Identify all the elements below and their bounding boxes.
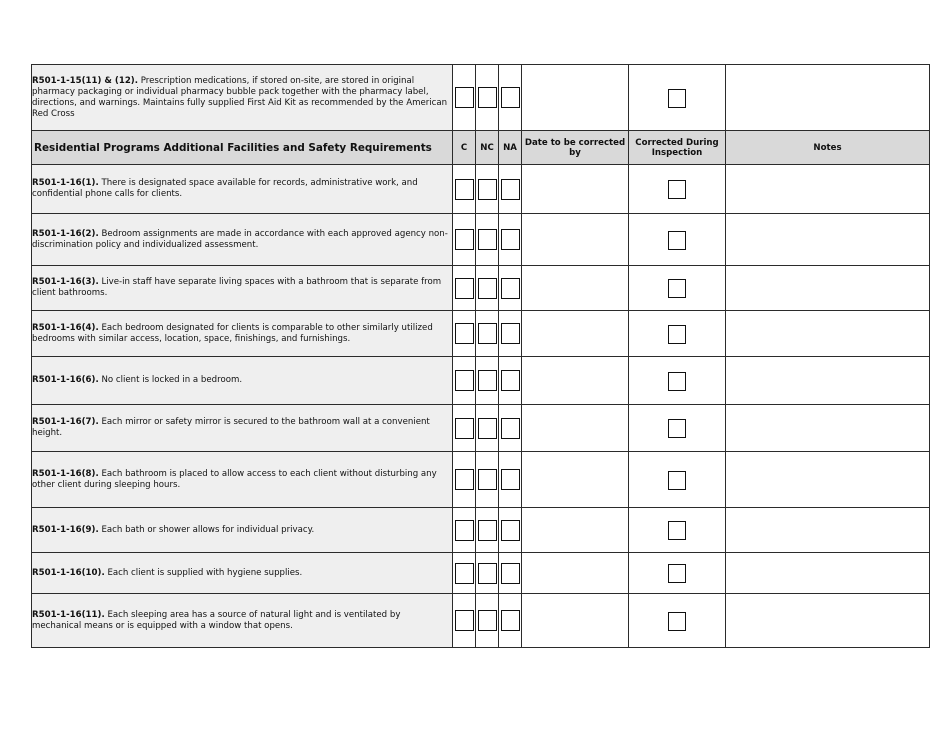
c-checkbox[interactable]	[455, 370, 474, 391]
notes-field[interactable]	[726, 508, 930, 553]
requirement-code: R501-1-16(4).	[32, 322, 99, 333]
notes-field[interactable]	[726, 357, 930, 405]
requirement-cell	[32, 311, 453, 357]
column-header-nc: NC	[476, 131, 499, 165]
requirement-cell	[32, 357, 453, 405]
requirement-text: No client is locked in a bedroom.	[101, 375, 243, 385]
column-header-na: NA	[499, 131, 522, 165]
requirement-code: R501-1-15(11) & (12).	[32, 75, 138, 86]
date-to-correct-field[interactable]	[522, 311, 629, 357]
requirement-text: Live-in staff have separate living spaces with a bathroom that is separate from client bathrooms.	[32, 277, 442, 298]
requirement-code: R501-1-16(11).	[32, 609, 105, 620]
requirement-code: R501-1-16(3).	[32, 277, 99, 287]
notes-field[interactable]	[726, 266, 930, 311]
nc-checkbox[interactable]	[478, 278, 497, 299]
requirement-code: R501-1-16(8).	[32, 468, 99, 479]
c-checkbox[interactable]	[455, 418, 474, 439]
corrected-during-inspection-checkbox[interactable]	[668, 325, 686, 344]
corrected-during-inspection-checkbox[interactable]	[668, 521, 686, 540]
c-checkbox[interactable]	[455, 610, 474, 631]
na-checkbox[interactable]	[501, 418, 520, 439]
table-row	[32, 508, 930, 553]
na-checkbox[interactable]	[501, 87, 520, 108]
c-checkbox[interactable]	[455, 469, 474, 490]
na-checkbox[interactable]	[501, 563, 520, 584]
notes-field[interactable]	[726, 165, 930, 214]
corrected-during-inspection-checkbox[interactable]	[668, 231, 686, 250]
requirement-text: There is designated space available for records, administrative work, and confidential phone calls for clients.	[32, 178, 418, 199]
requirement-text: Prescription medications, if stored on-site, are stored in original pharmacy packaging or individual pharmacy bubble pack together with the pharmacy label, directions, and warnings. Maintains fully supplied First Aid Kit as recommended by the American Red Cross	[32, 75, 448, 119]
column-header-c: C	[453, 131, 476, 165]
table-row	[32, 553, 930, 594]
column-header-corrected: Corrected During Inspection	[629, 131, 726, 165]
date-to-correct-field[interactable]	[522, 266, 629, 311]
na-checkbox[interactable]	[501, 610, 520, 631]
na-checkbox[interactable]	[501, 520, 520, 541]
requirement-cell	[32, 165, 453, 214]
na-checkbox[interactable]	[501, 370, 520, 391]
nc-checkbox[interactable]	[478, 418, 497, 439]
table-row	[32, 266, 930, 311]
nc-checkbox[interactable]	[478, 563, 497, 584]
c-checkbox[interactable]	[455, 520, 474, 541]
notes-field[interactable]	[726, 65, 930, 131]
nc-checkbox[interactable]	[478, 469, 497, 490]
date-to-correct-field[interactable]	[522, 452, 629, 508]
requirement-code: R501-1-16(7).	[32, 417, 99, 427]
corrected-during-inspection-checkbox[interactable]	[668, 372, 686, 391]
nc-checkbox[interactable]	[478, 323, 497, 344]
date-to-correct-field[interactable]	[522, 508, 629, 553]
requirement-code: R501-1-16(2).	[32, 228, 99, 239]
requirement-text: Bedroom assignments are made in accordance with each approved agency non-discrimination policy and individualized assessment.	[32, 228, 448, 250]
requirement-text: Each mirror or safety mirror is secured to the bathroom wall at a convenient height.	[32, 417, 430, 438]
requirement-code: R501-1-16(6).	[32, 375, 99, 385]
table-row	[32, 214, 930, 266]
date-to-correct-field[interactable]	[522, 214, 629, 266]
requirement-cell	[32, 594, 453, 648]
requirement-code: R501-1-16(9).	[32, 524, 99, 535]
table-row	[32, 311, 930, 357]
date-to-correct-field[interactable]	[522, 165, 629, 214]
date-to-correct-field[interactable]	[522, 594, 629, 648]
requirement-text: Each bath or shower allows for individual privacy.	[101, 524, 315, 535]
corrected-during-inspection-checkbox[interactable]	[668, 180, 686, 199]
requirement-cell	[32, 405, 453, 452]
date-to-correct-field[interactable]	[522, 357, 629, 405]
requirement-cell	[32, 553, 453, 594]
requirement-cell	[32, 452, 453, 508]
na-checkbox[interactable]	[501, 229, 520, 250]
table-row	[32, 165, 930, 214]
na-checkbox[interactable]	[501, 323, 520, 344]
table-row	[32, 65, 930, 131]
requirement-text: Each bathroom is placed to allow access to each client without disturbing any other client during sleeping hours.	[32, 468, 437, 490]
c-checkbox[interactable]	[455, 278, 474, 299]
requirement-code: R501-1-16(10).	[32, 567, 105, 578]
notes-field[interactable]	[726, 214, 930, 266]
c-checkbox[interactable]	[455, 563, 474, 584]
date-to-correct-field[interactable]	[522, 65, 629, 131]
notes-field[interactable]	[726, 405, 930, 452]
column-header-notes: Notes	[726, 131, 930, 165]
section-title: Residential Programs Additional Facilities and Safety Requirements	[32, 131, 453, 165]
table-row	[32, 357, 930, 405]
corrected-during-inspection-checkbox[interactable]	[668, 419, 686, 438]
c-checkbox[interactable]	[455, 179, 474, 200]
requirement-cell	[32, 65, 453, 131]
requirement-text: Each client is supplied with hygiene supplies.	[107, 567, 303, 578]
nc-checkbox[interactable]	[478, 520, 497, 541]
table-row	[32, 405, 930, 452]
corrected-during-inspection-checkbox[interactable]	[668, 471, 686, 490]
corrected-during-inspection-checkbox[interactable]	[668, 612, 686, 631]
inspection-checklist-table	[31, 64, 930, 648]
requirement-cell	[32, 266, 453, 311]
requirement-text: Each bedroom designated for clients is comparable to other similarly utilized bedrooms with similar access, location, space, finishings, and furnishings.	[32, 322, 433, 344]
corrected-during-inspection-checkbox[interactable]	[668, 89, 686, 108]
requirement-text: Each sleeping area has a source of natural light and is ventilated by mechanical means or is equipped with a window that opens.	[32, 609, 401, 631]
nc-checkbox[interactable]	[478, 229, 497, 250]
requirement-code: R501-1-16(1).	[32, 178, 99, 188]
requirement-cell	[32, 508, 453, 553]
na-checkbox[interactable]	[501, 179, 520, 200]
table-row	[32, 594, 930, 648]
notes-field[interactable]	[726, 311, 930, 357]
column-header-date: Date to be corrected by	[522, 131, 629, 165]
nc-checkbox[interactable]	[478, 87, 497, 108]
table-header-row	[32, 131, 930, 165]
corrected-during-inspection-checkbox[interactable]	[668, 564, 686, 583]
notes-field[interactable]	[726, 553, 930, 594]
c-checkbox[interactable]	[455, 323, 474, 344]
c-checkbox[interactable]	[455, 229, 474, 250]
notes-field[interactable]	[726, 452, 930, 508]
nc-checkbox[interactable]	[478, 179, 497, 200]
requirement-cell	[32, 214, 453, 266]
table-row	[32, 452, 930, 508]
na-checkbox[interactable]	[501, 278, 520, 299]
c-checkbox[interactable]	[455, 87, 474, 108]
date-to-correct-field[interactable]	[522, 553, 629, 594]
notes-field[interactable]	[726, 594, 930, 648]
na-checkbox[interactable]	[501, 469, 520, 490]
date-to-correct-field[interactable]	[522, 405, 629, 452]
nc-checkbox[interactable]	[478, 370, 497, 391]
nc-checkbox[interactable]	[478, 610, 497, 631]
corrected-during-inspection-checkbox[interactable]	[668, 279, 686, 298]
